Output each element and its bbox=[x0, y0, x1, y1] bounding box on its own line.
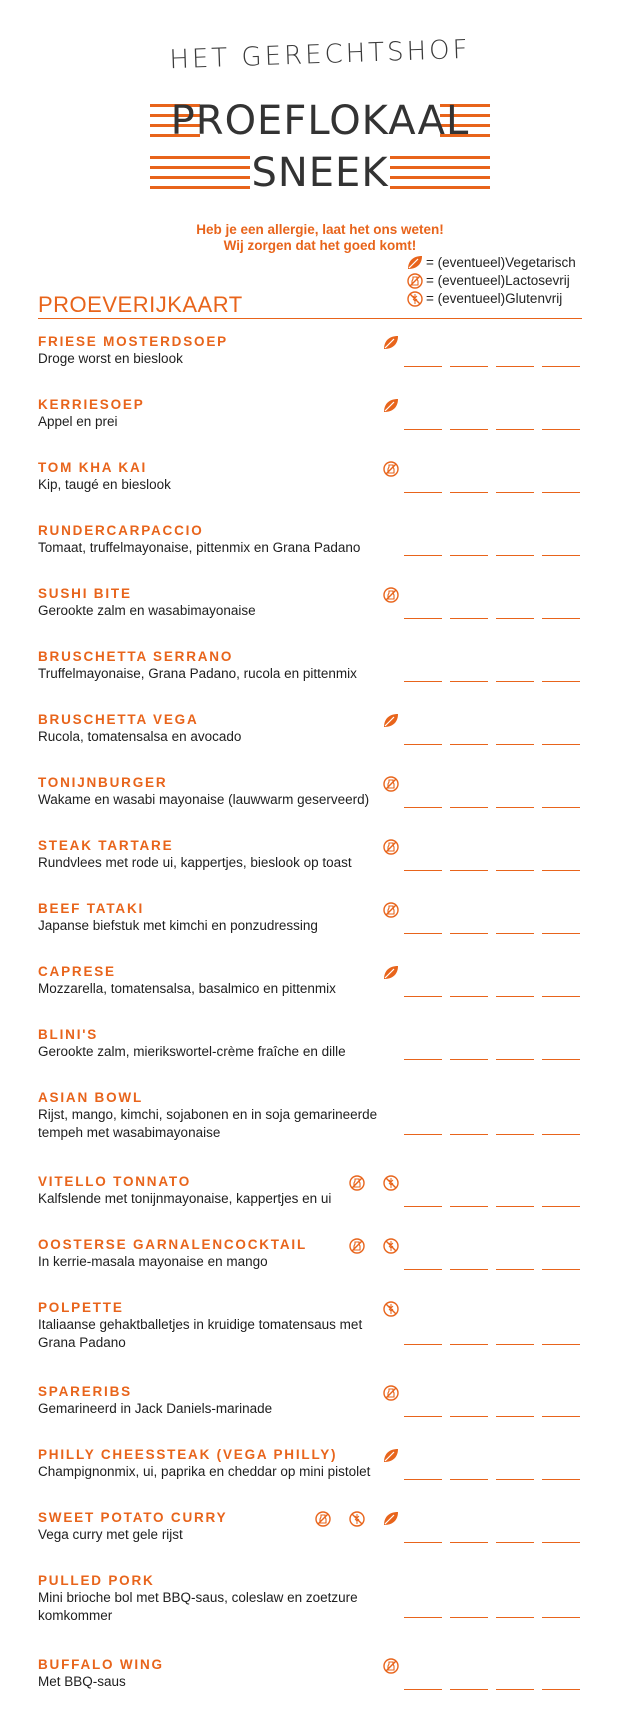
menu-item bbox=[38, 1384, 598, 1447]
menu-item bbox=[38, 1657, 598, 1720]
item-description: Vega curry met gele rijst bbox=[38, 1527, 183, 1542]
menu-item bbox=[38, 1300, 598, 1384]
leaf-icon bbox=[382, 397, 400, 415]
order-blank-line[interactable] bbox=[404, 1542, 442, 1543]
order-blank-line[interactable] bbox=[404, 618, 442, 619]
order-blank-line[interactable] bbox=[542, 492, 580, 493]
item-description: Kip, taugé en bieslook bbox=[38, 477, 171, 492]
leaf-icon bbox=[382, 334, 400, 352]
order-blanks[interactable] bbox=[404, 1344, 580, 1345]
order-blank-line[interactable] bbox=[496, 1134, 534, 1135]
order-blank-line[interactable] bbox=[542, 1416, 580, 1417]
item-name: FRIESE MOSTERDSOEP bbox=[38, 334, 228, 349]
menu-item bbox=[38, 1573, 598, 1657]
leaf-icon bbox=[382, 1447, 400, 1465]
order-blank-line[interactable] bbox=[404, 933, 442, 934]
allergy-note bbox=[0, 222, 640, 254]
item-name: SUSHI BITE bbox=[38, 586, 132, 601]
order-blank-line[interactable] bbox=[450, 1344, 488, 1345]
menu-item bbox=[38, 964, 598, 1027]
gluten-free-icon bbox=[382, 1300, 400, 1318]
order-blank-line[interactable] bbox=[542, 1134, 580, 1135]
order-blank-line[interactable] bbox=[404, 870, 442, 871]
menu-item bbox=[38, 712, 598, 775]
order-blanks[interactable] bbox=[404, 366, 580, 367]
gluten-free-icon bbox=[348, 1510, 366, 1528]
lactose-free-icon bbox=[348, 1237, 366, 1255]
menu-item bbox=[38, 1090, 598, 1174]
menu-item bbox=[38, 1237, 598, 1300]
order-blanks[interactable] bbox=[404, 618, 580, 619]
order-blanks[interactable] bbox=[404, 1689, 580, 1690]
order-blank-line[interactable] bbox=[404, 555, 442, 556]
item-description: Rijst, mango, kimchi, sojabonen en in soja gemarineerde tempeh met wasabimayonaise bbox=[38, 1107, 378, 1140]
order-blank-line[interactable] bbox=[542, 807, 580, 808]
legend-label: = (eventueel)Glutenvrij bbox=[426, 291, 563, 306]
item-name: POLPETTE bbox=[38, 1300, 124, 1315]
order-blank-line[interactable] bbox=[404, 366, 442, 367]
order-blank-line[interactable] bbox=[450, 366, 488, 367]
brand-title: PROEFLOKAAL bbox=[170, 98, 470, 144]
item-description: Champignonmix, ui, paprika en cheddar op mini pistolet bbox=[38, 1464, 371, 1479]
order-blanks[interactable] bbox=[404, 996, 580, 997]
order-blanks[interactable] bbox=[404, 492, 580, 493]
order-blank-line[interactable] bbox=[542, 1689, 580, 1690]
item-name: RUNDERCARPACCIO bbox=[38, 523, 204, 538]
lactose-free-icon bbox=[382, 460, 400, 478]
item-name: BLINI'S bbox=[38, 1027, 99, 1042]
legend-row bbox=[404, 272, 576, 290]
diet-legend bbox=[404, 254, 576, 308]
item-description: Italiaanse gehaktballetjes in kruidige tomatensaus met Grana Padano bbox=[38, 1317, 363, 1350]
order-blank-line[interactable] bbox=[542, 1059, 580, 1060]
order-blank-line[interactable] bbox=[496, 744, 534, 745]
order-blank-line[interactable] bbox=[542, 1206, 580, 1207]
item-name: BRUSCHETTA SERRANO bbox=[38, 649, 234, 664]
menu-item bbox=[38, 1174, 598, 1237]
order-blank-line[interactable] bbox=[450, 744, 488, 745]
item-name: VITELLO TONNATO bbox=[38, 1174, 192, 1189]
order-blank-line[interactable] bbox=[450, 1416, 488, 1417]
lactose-free-icon bbox=[314, 1510, 332, 1528]
order-blanks[interactable] bbox=[404, 1059, 580, 1060]
menu-item bbox=[38, 334, 598, 397]
leaf-icon bbox=[382, 1510, 400, 1528]
order-blank-line[interactable] bbox=[450, 1617, 488, 1618]
order-blank-line[interactable] bbox=[496, 1269, 534, 1270]
gluten-free-icon bbox=[382, 1237, 400, 1255]
order-blank-line[interactable] bbox=[450, 1269, 488, 1270]
item-description: Truffelmayonaise, Grana Padano, rucola en pittenmix bbox=[38, 666, 357, 681]
order-blank-line[interactable] bbox=[496, 1059, 534, 1060]
order-blanks[interactable] bbox=[404, 1134, 580, 1135]
order-blank-line[interactable] bbox=[450, 681, 488, 682]
order-blank-line[interactable] bbox=[496, 1689, 534, 1690]
order-blank-line[interactable] bbox=[496, 681, 534, 682]
order-blank-line[interactable] bbox=[496, 555, 534, 556]
order-blanks[interactable] bbox=[404, 1542, 580, 1543]
item-description: Appel en prei bbox=[38, 414, 118, 429]
order-blank-line[interactable] bbox=[496, 1416, 534, 1417]
item-name: STEAK TARTARE bbox=[38, 838, 174, 853]
order-blanks[interactable] bbox=[404, 744, 580, 745]
brand-top-line: HET GERECHTSHOF bbox=[168, 34, 472, 76]
order-blank-line[interactable] bbox=[542, 681, 580, 682]
order-blank-line[interactable] bbox=[404, 744, 442, 745]
order-blank-line[interactable] bbox=[450, 1206, 488, 1207]
order-blank-line[interactable] bbox=[404, 1134, 442, 1135]
menu-item bbox=[38, 1447, 598, 1510]
order-blanks[interactable] bbox=[404, 870, 580, 871]
lactose-free-icon bbox=[382, 1384, 400, 1402]
gluten-free-icon bbox=[382, 1174, 400, 1192]
menu-item bbox=[38, 901, 598, 964]
item-description: Gerookte zalm en wasabimayonaise bbox=[38, 603, 256, 618]
legend-row bbox=[404, 290, 576, 308]
order-blank-line[interactable] bbox=[404, 1689, 442, 1690]
order-blank-line[interactable] bbox=[496, 1617, 534, 1618]
menu-item bbox=[38, 586, 598, 649]
order-blank-line[interactable] bbox=[542, 1542, 580, 1543]
legend-label: = (eventueel)Lactosevrij bbox=[426, 273, 570, 288]
order-blank-line[interactable] bbox=[450, 1134, 488, 1135]
order-blank-line[interactable] bbox=[542, 555, 580, 556]
item-description: Droge worst en bieslook bbox=[38, 351, 183, 366]
item-name: ASIAN BOWL bbox=[38, 1090, 143, 1105]
order-blank-line[interactable] bbox=[496, 366, 534, 367]
item-name: BRUSCHETTA VEGA bbox=[38, 712, 199, 727]
item-description: Rundvlees met rode ui, kappertjes, bieslook op toast bbox=[38, 855, 352, 870]
menu-item bbox=[38, 523, 598, 586]
order-blank-line[interactable] bbox=[404, 1269, 442, 1270]
item-name: PHILLY CHEESSTEAK (VEGA PHILLY) bbox=[38, 1447, 338, 1462]
order-blanks[interactable] bbox=[404, 1269, 580, 1270]
order-blank-line[interactable] bbox=[450, 1059, 488, 1060]
order-blank-line[interactable] bbox=[450, 1542, 488, 1543]
order-blank-line[interactable] bbox=[404, 1479, 442, 1480]
order-blank-line[interactable] bbox=[542, 1617, 580, 1618]
order-blank-line[interactable] bbox=[450, 429, 488, 430]
order-blank-line[interactable] bbox=[450, 1689, 488, 1690]
item-name: SWEET POTATO CURRY bbox=[38, 1510, 228, 1525]
order-blank-line[interactable] bbox=[450, 492, 488, 493]
lactose-free-icon bbox=[382, 1657, 400, 1675]
order-blank-line[interactable] bbox=[404, 1344, 442, 1345]
order-blank-line[interactable] bbox=[542, 933, 580, 934]
order-blank-line[interactable] bbox=[542, 618, 580, 619]
lactose-free-icon bbox=[382, 586, 400, 604]
order-blank-line[interactable] bbox=[542, 1344, 580, 1345]
order-blank-line[interactable] bbox=[496, 429, 534, 430]
item-name: TOM KHA KAI bbox=[38, 460, 148, 475]
order-blank-line[interactable] bbox=[542, 996, 580, 997]
order-blank-line[interactable] bbox=[450, 996, 488, 997]
order-blanks[interactable] bbox=[404, 1206, 580, 1207]
order-blanks[interactable] bbox=[404, 429, 580, 430]
menu-item bbox=[38, 1027, 598, 1090]
menu-item bbox=[38, 1510, 598, 1573]
order-blank-line[interactable] bbox=[404, 429, 442, 430]
item-name: KERRIESOEP bbox=[38, 397, 145, 412]
allergy-line-1: Heb je een allergie, laat het ons weten! bbox=[196, 222, 444, 237]
order-blank-line[interactable] bbox=[404, 1059, 442, 1060]
order-blank-line[interactable] bbox=[496, 1542, 534, 1543]
item-name: CAPRESE bbox=[38, 964, 116, 979]
allergy-line-2: Wij zorgen dat het goed komt! bbox=[223, 238, 417, 253]
lactose-free-icon bbox=[382, 901, 400, 919]
order-blank-line[interactable] bbox=[542, 429, 580, 430]
item-description: Kalfslende met tonijnmayonaise, kappertjes en ui bbox=[38, 1191, 332, 1206]
order-blank-line[interactable] bbox=[496, 996, 534, 997]
order-blank-line[interactable] bbox=[404, 1206, 442, 1207]
item-name: BUFFALO WING bbox=[38, 1657, 164, 1672]
menu-item bbox=[38, 649, 598, 712]
menu-item bbox=[38, 397, 598, 460]
order-blanks[interactable] bbox=[404, 555, 580, 556]
item-description: Japanse biefstuk met kimchi en ponzudressing bbox=[38, 918, 318, 933]
item-description: In kerrie-masala mayonaise en mango bbox=[38, 1254, 268, 1269]
order-blanks[interactable] bbox=[404, 933, 580, 934]
order-blank-line[interactable] bbox=[450, 870, 488, 871]
brand-subtitle: SNEEK bbox=[251, 150, 389, 196]
item-description: Gemarineerd in Jack Daniels-marinade bbox=[38, 1401, 273, 1416]
order-blank-line[interactable] bbox=[450, 1479, 488, 1480]
order-blank-line[interactable] bbox=[542, 366, 580, 367]
order-blank-line[interactable] bbox=[404, 681, 442, 682]
menu-item bbox=[38, 460, 598, 523]
item-name: OOSTERSE GARNALENCOCKTAIL bbox=[38, 1237, 308, 1252]
menu-items bbox=[38, 334, 598, 1720]
order-blanks[interactable] bbox=[404, 681, 580, 682]
order-blank-line[interactable] bbox=[542, 1479, 580, 1480]
lactose-free-icon bbox=[382, 775, 400, 793]
legend-row bbox=[404, 254, 576, 272]
item-description: Mozzarella, tomatensalsa, basalmico en pittenmix bbox=[38, 981, 336, 996]
order-blank-line[interactable] bbox=[496, 870, 534, 871]
gluten-free-icon bbox=[404, 290, 426, 308]
section-title: PROEVERIJKAART bbox=[38, 292, 243, 317]
order-blank-line[interactable] bbox=[542, 870, 580, 871]
order-blanks[interactable] bbox=[404, 1617, 580, 1618]
menu-item bbox=[38, 775, 598, 838]
leaf-icon bbox=[404, 254, 426, 272]
item-description: Mini brioche bol met BBQ-saus, coleslaw en zoetzure komkommer bbox=[38, 1590, 358, 1623]
order-blanks[interactable] bbox=[404, 807, 580, 808]
order-blank-line[interactable] bbox=[404, 1416, 442, 1417]
menu-item bbox=[38, 838, 598, 901]
lactose-free-icon bbox=[382, 838, 400, 856]
section-divider bbox=[38, 318, 582, 319]
leaf-icon bbox=[382, 964, 400, 982]
lactose-free-icon bbox=[404, 272, 426, 290]
order-blank-line[interactable] bbox=[404, 807, 442, 808]
order-blank-line[interactable] bbox=[496, 492, 534, 493]
order-blank-line[interactable] bbox=[450, 933, 488, 934]
menu-header bbox=[0, 0, 640, 230]
order-blank-line[interactable] bbox=[404, 1617, 442, 1618]
item-description: Wakame en wasabi mayonaise (lauwwarm geserveerd) bbox=[38, 792, 370, 807]
order-blank-line[interactable] bbox=[496, 1206, 534, 1207]
order-blank-line[interactable] bbox=[542, 1269, 580, 1270]
item-name: PULLED PORK bbox=[38, 1573, 155, 1588]
item-description: Gerookte zalm, mierikswortel-crème fraîche en dille bbox=[38, 1044, 346, 1059]
order-blank-line[interactable] bbox=[496, 1344, 534, 1345]
order-blank-line[interactable] bbox=[404, 492, 442, 493]
item-description: Rucola, tomatensalsa en avocado bbox=[38, 729, 242, 744]
order-blank-line[interactable] bbox=[404, 996, 442, 997]
lactose-free-icon bbox=[348, 1174, 366, 1192]
item-name: SPARERIBS bbox=[38, 1384, 132, 1399]
item-name: TONIJNBURGER bbox=[38, 775, 168, 790]
order-blank-line[interactable] bbox=[450, 807, 488, 808]
order-blank-line[interactable] bbox=[496, 933, 534, 934]
order-blanks[interactable] bbox=[404, 1416, 580, 1417]
item-name: BEEF TATAKI bbox=[38, 901, 145, 916]
item-description: Met BBQ-saus bbox=[38, 1674, 126, 1689]
legend-label: = (eventueel)Vegetarisch bbox=[426, 255, 576, 270]
order-blank-line[interactable] bbox=[450, 555, 488, 556]
order-blank-line[interactable] bbox=[450, 618, 488, 619]
order-blanks[interactable] bbox=[404, 1479, 580, 1480]
order-blank-line[interactable] bbox=[496, 618, 534, 619]
leaf-icon bbox=[382, 712, 400, 730]
order-blank-line[interactable] bbox=[542, 744, 580, 745]
order-blank-line[interactable] bbox=[496, 1479, 534, 1480]
item-description: Tomaat, truffelmayonaise, pittenmix en Grana Padano bbox=[38, 540, 361, 555]
order-blank-line[interactable] bbox=[496, 807, 534, 808]
